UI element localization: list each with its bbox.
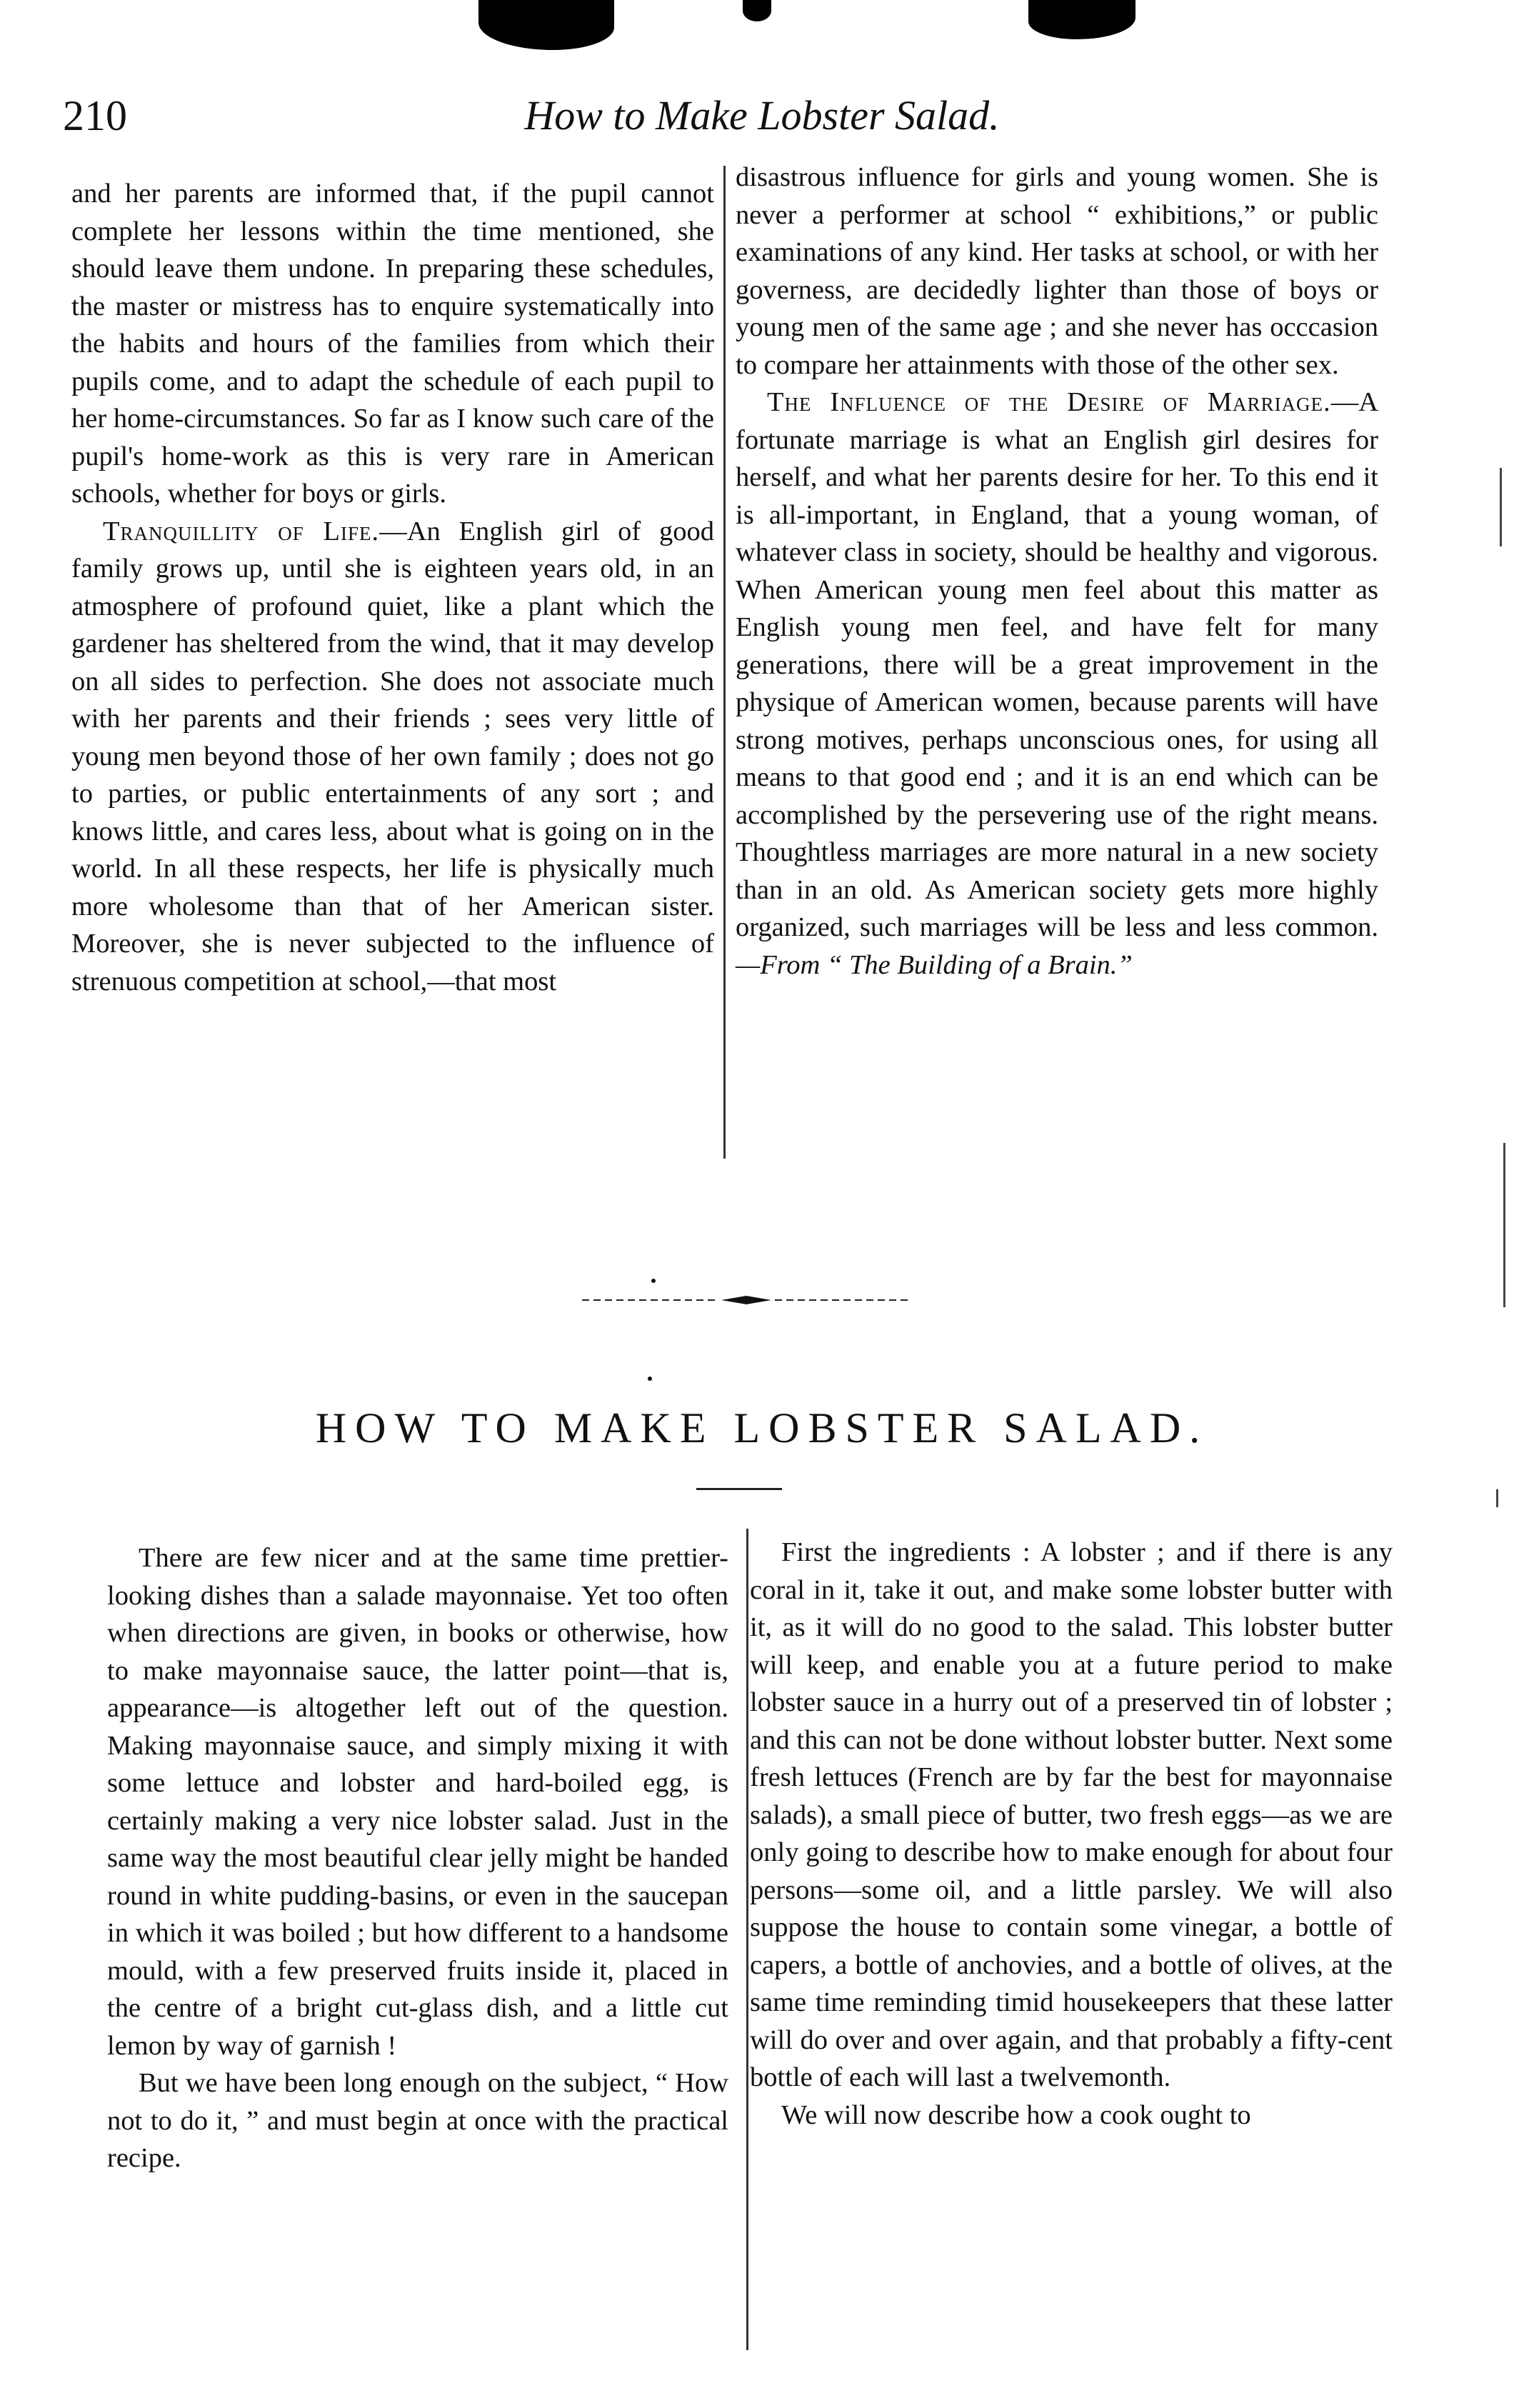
- running-title: How to Make Lobster Salad.: [524, 92, 1000, 139]
- previous-article-right-column: [736, 159, 1378, 984]
- section-separator-ornament: [582, 1293, 911, 1307]
- paragraph-marriage: [736, 384, 1378, 984]
- article-title: HOW TO MAKE LOBSTER SALAD.: [315, 1404, 1209, 1452]
- section-heading: The Influence of the Desire of Marriage.: [767, 387, 1331, 417]
- paragraph: and her parents are informed that, if the pupil cannot complete her lessons within the time mentioned, she should leave them undone. In preparing these schedules, the master or mistress has to enquire systematically into the habits and hours of the families from which their pupils come, and to adapt the schedule of each pupil to her home-circumstances. So far as I know such care of the pupil's home-work as this is very rare in American schools, whether for boys or girls.: [71, 179, 714, 509]
- margin-mark: [1496, 1489, 1498, 1507]
- paragraph: We will now describe how a cook ought to: [781, 2099, 1251, 2130]
- margin-mark: [1500, 468, 1502, 546]
- margin-mark: [1503, 1143, 1505, 1307]
- ink-blot: [478, 0, 614, 50]
- printer-dot: [648, 1377, 652, 1381]
- paragraph-text: —An English girl of good family grows up, until she is eighteen years old, in an atmosphere of profound quiet, like a plant which the gardener has sheltered from the wind, that it may develop on all sides to perfection. She does not associate much with her parents and their friends ; sees very little of young men beyond those of her own family ; does not go to parties, or public entertainments of any sort ; and knows little, and cares less, about what is going on in the world. In all these respects, her life is physically much more wholesome than that of her American sister. Moreover, she is never subjected to the influence of strenuous competition at school,—that most: [71, 516, 715, 996]
- column-divider: [723, 166, 726, 1159]
- title-rule: [696, 1488, 782, 1490]
- paragraph: First the ingredients : A lobster ; and if there is any coral in it, take it out, and make some lobster butter with it, as it will do no good to the salad. This lobster butter will keep, and enable you at a future period to make lobster sauce in a hurry out of a preserved tin of lobster ; and this can not be done without lobster butter. Next some fresh lettuces (French are by far the best for mayonnaise salads), a small piece of butter, two fresh eggs—as we are only going to describe how to make enough for about four persons—some oil, and a little parsley. We will also suppose the house to contain some vinegar, a bottle of capers, a bottle of anchovies, and a bottle of olives, at the same time reminding timid housekeepers that these latter will do over and over again, and that probably a fifty-cent bottle of each will last a twelvemonth.: [750, 1537, 1393, 2092]
- paragraph-text: —A fortunate marriage is what an English girl desires for herself, and what her parents desire for her. To this end it is all-important, in England, that a young woman, of whatever class in society, should be healthy and vigorous. When American young men feel about this matter as English young men feel, and have felt for many generations, there will be a great improvement in the physique of American women, because parents will have strong motives, perhaps unconscious ones, for using all means to that good end ; and it is an end which can be accomplished by the persevering use of the right means. Thoughtless marriages are more natural in a new society than in an old. As American society gets more highly organized, such marriages will be less and less common.: [736, 387, 1378, 942]
- source-prefix: —From: [736, 949, 821, 980]
- column-divider: [746, 1529, 748, 2350]
- article-left-column: [107, 1539, 728, 2177]
- paragraph-tranquillity: [71, 513, 714, 1001]
- paragraph: There are few nicer and at the same time prettier-looking dishes than a salade mayonnaise. Yet too often when directions are given, in books or otherwise, how to make mayonnaise sauce, the latter point—that is, appearance—is altogether left out of the question. Making mayonnaise sauce, and simply mixing it with some lettuce and lobster and hard-boiled egg, is certainly making a very nice lobster salad. Just in the same way the most beautiful clear jelly might be handed round in white pudding-basins, or even in the saucepan in which it was boiled ; but how different to a handsome mould, with a few preserved fruits inside it, placed in the centre of a bright cut-glass dish, and a little cut lemon by way of garnish !: [107, 1543, 728, 2061]
- printer-dot: [651, 1279, 656, 1283]
- section-heading: Tranquillity of Life.: [103, 516, 380, 546]
- ink-blot: [1028, 0, 1136, 39]
- paragraph: But we have been long enough on the subject, “ How not to do it, ” and must begin at once with the practical recipe.: [107, 2068, 728, 2173]
- article-right-column: [750, 1534, 1393, 2134]
- previous-article-left-column: [71, 175, 714, 1000]
- ink-blot: [743, 0, 771, 21]
- page-number: 210: [63, 92, 127, 139]
- source-title: “ The Building of a Brain.”: [826, 949, 1133, 980]
- paragraph: disastrous influence for girls and young women. She is never a performer at school “ exhibitions,” or public examinations of any kind. Her tasks at school, or with her governess, are decidedly lighter than those of boys or young men of the same age ; and she never has occcasion to compare her attainments with those of the other sex.: [736, 162, 1378, 380]
